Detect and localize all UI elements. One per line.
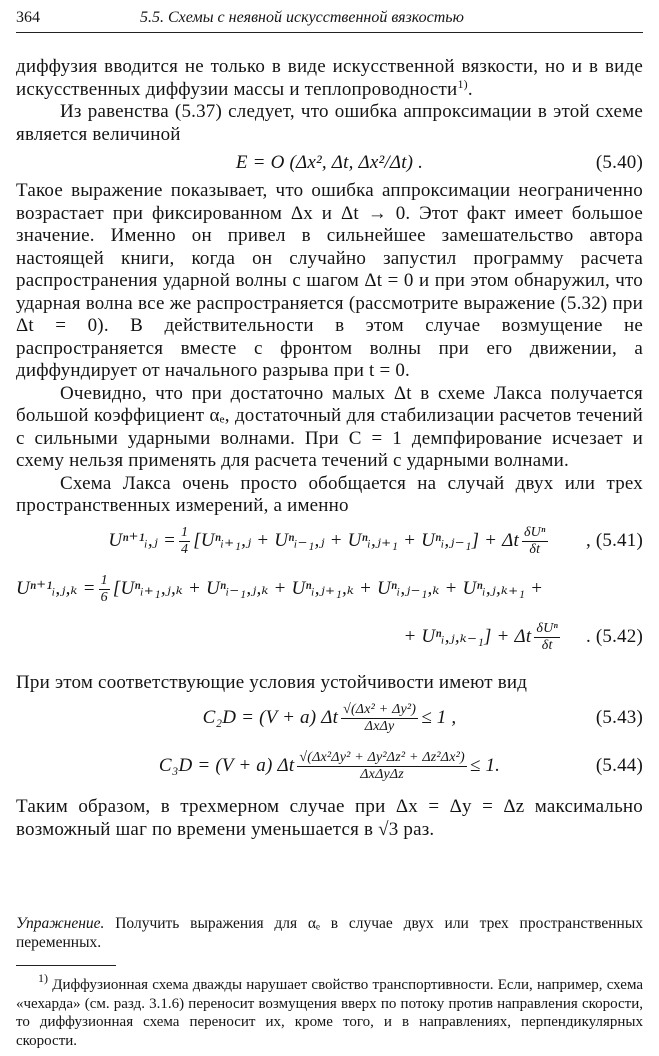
equation-lhs: Uⁿ⁺¹ᵢ,ⱼ = [108, 530, 176, 552]
fraction: $\frac{\text{δUⁿ}}{\delta t}$ [523, 525, 546, 557]
exercise [16, 914, 643, 952]
fraction: $\frac{1}{6}$ [100, 573, 108, 605]
paragraph-3: Такое выражение показывает, что ошибка аппроксимации неограниченно возрастает при фиксированном Δx и Δt → 0. Этот факт имеет большое значение. Именно он привел в сильнейшее замешательство автора настоящей книги, когда он случайно запустил программу расчета распространения ударной волны с шагом Δt = 0 и при этом обнаружил, что ударная волна все же распространяется (рассмотрите выражение (5.32) при Δt = 0). В действительности в этом случае возмущение не распространяется вместе с фронтом волны при его движении, а диффундирует от начального разрыва при t = 0. [16, 180, 643, 381]
paragraph-2: Из равенства (5.37) следует, что ошибка аппроксимации в этой схеме является величиной [16, 101, 643, 145]
footnote-marker: 1) [38, 971, 48, 985]
equation-number: . (5.42) [585, 626, 643, 648]
equation-body: E = O (Δx², Δt, Δx²/Δt) . [235, 151, 424, 173]
equation-lhs: C₂D = (V + a) Δt [202, 706, 339, 728]
equation-number: (5.44) [595, 754, 643, 776]
paragraph-7: Таким образом, в трехмерном случае при Δx = Δy = Δz максимально возможный шаг по времени уменьшается в √3 раз. [16, 796, 643, 840]
exercise-text: Получить выражения для αₑ в случае двух или трех пространственных переменных. [16, 915, 643, 951]
equation-relation: ≤ 1 , [421, 706, 457, 728]
equation-5-40 [16, 146, 643, 180]
main-text [16, 56, 643, 841]
equation-lhs: Uⁿ⁺¹ᵢ,ⱼ,ₖ = [16, 578, 96, 600]
equation-relation: ≤ 1. [469, 754, 501, 776]
paragraph-1: диффузия вводится не только в виде искусственной вязкости, но и в виде искусственных диффузии массы и теплопроводности$^{1)}$. [16, 56, 643, 100]
footnote-text: Диффузионная схема дважды нарушает свойство транспортивности. Если, например, схема «чехарда» (см. разд. 3.1.6) переносит возмущения вверх по потоку против направления скорости, то диффузионная схема переносит их, кроме того, и в направлениях, перпендикулярных скорости. [16, 977, 643, 1049]
fraction: $\frac{\text{√(Δx² + Δy²)}}{\text{ΔxΔy}}$ [343, 701, 417, 734]
page-number: 364 [16, 9, 40, 26]
footnote-ref: 1) [457, 76, 468, 91]
fraction: $\frac{\text{δUⁿ}}{\delta t}$ [536, 621, 558, 653]
equation-lhs: C₃D = (V + a) Δt [158, 754, 295, 776]
equation-5-41 [16, 518, 643, 566]
equation-number: (5.43) [595, 706, 643, 728]
equation-rhs: + Uⁿᵢ,ⱼ,ₖ₋₁] + Δt [403, 626, 532, 648]
paragraph-6: При этом соответствующие условия устойчивости имеют вид [16, 671, 528, 693]
fraction: $\frac{\text{√(Δx²Δy² + Δy²Δz² + Δz²Δx²)}}{\text{ΔxΔyΔz}}$ [299, 749, 465, 782]
equation-number: , (5.41) [585, 530, 643, 552]
equation-5-42-line-1 [16, 566, 643, 614]
equation-5-43 [16, 694, 643, 742]
paragraph-5: Схема Лакса очень просто обобщается на случай двух или трех пространственных измерений, а именно [16, 472, 643, 516]
paragraph-4: Очевидно, что при достаточно малых Δt в схеме Лакса получается большой коэффициент αₑ, достаточный для стабилизации расчетов течений с сильными ударными волнами. При C = 1 демпфирование исчезает и схему нельзя применять для расчета течений с ударными волнами. [16, 382, 643, 471]
running-title: 5.5. Схемы с неявной искусственной вязкостью [140, 9, 464, 26]
footnote-divider [16, 965, 116, 966]
page-header [16, 6, 643, 33]
exercise-label: Упражнение. [16, 915, 105, 932]
equation-5-42-line-2 [16, 614, 643, 662]
equation-rhs: [Uⁿᵢ₊₁,ⱼ + Uⁿᵢ₋₁,ⱼ + Uⁿᵢ,ⱼ₊₁ + Uⁿᵢ,ⱼ₋₁] + Δt [193, 530, 519, 552]
equation-rhs: [Uⁿᵢ₊₁,ⱼ,ₖ + Uⁿᵢ₋₁,ⱼ,ₖ + Uⁿᵢ,ⱼ₊₁,ₖ + Uⁿᵢ,ⱼ₋₁,ₖ + Uⁿᵢ,ⱼ,ₖ₊₁ + [112, 578, 544, 600]
equation-5-44 [16, 742, 643, 790]
footnote [16, 971, 643, 1050]
equation-number: (5.40) [595, 151, 643, 173]
fraction: $\frac{1}{4}$ [180, 525, 189, 557]
